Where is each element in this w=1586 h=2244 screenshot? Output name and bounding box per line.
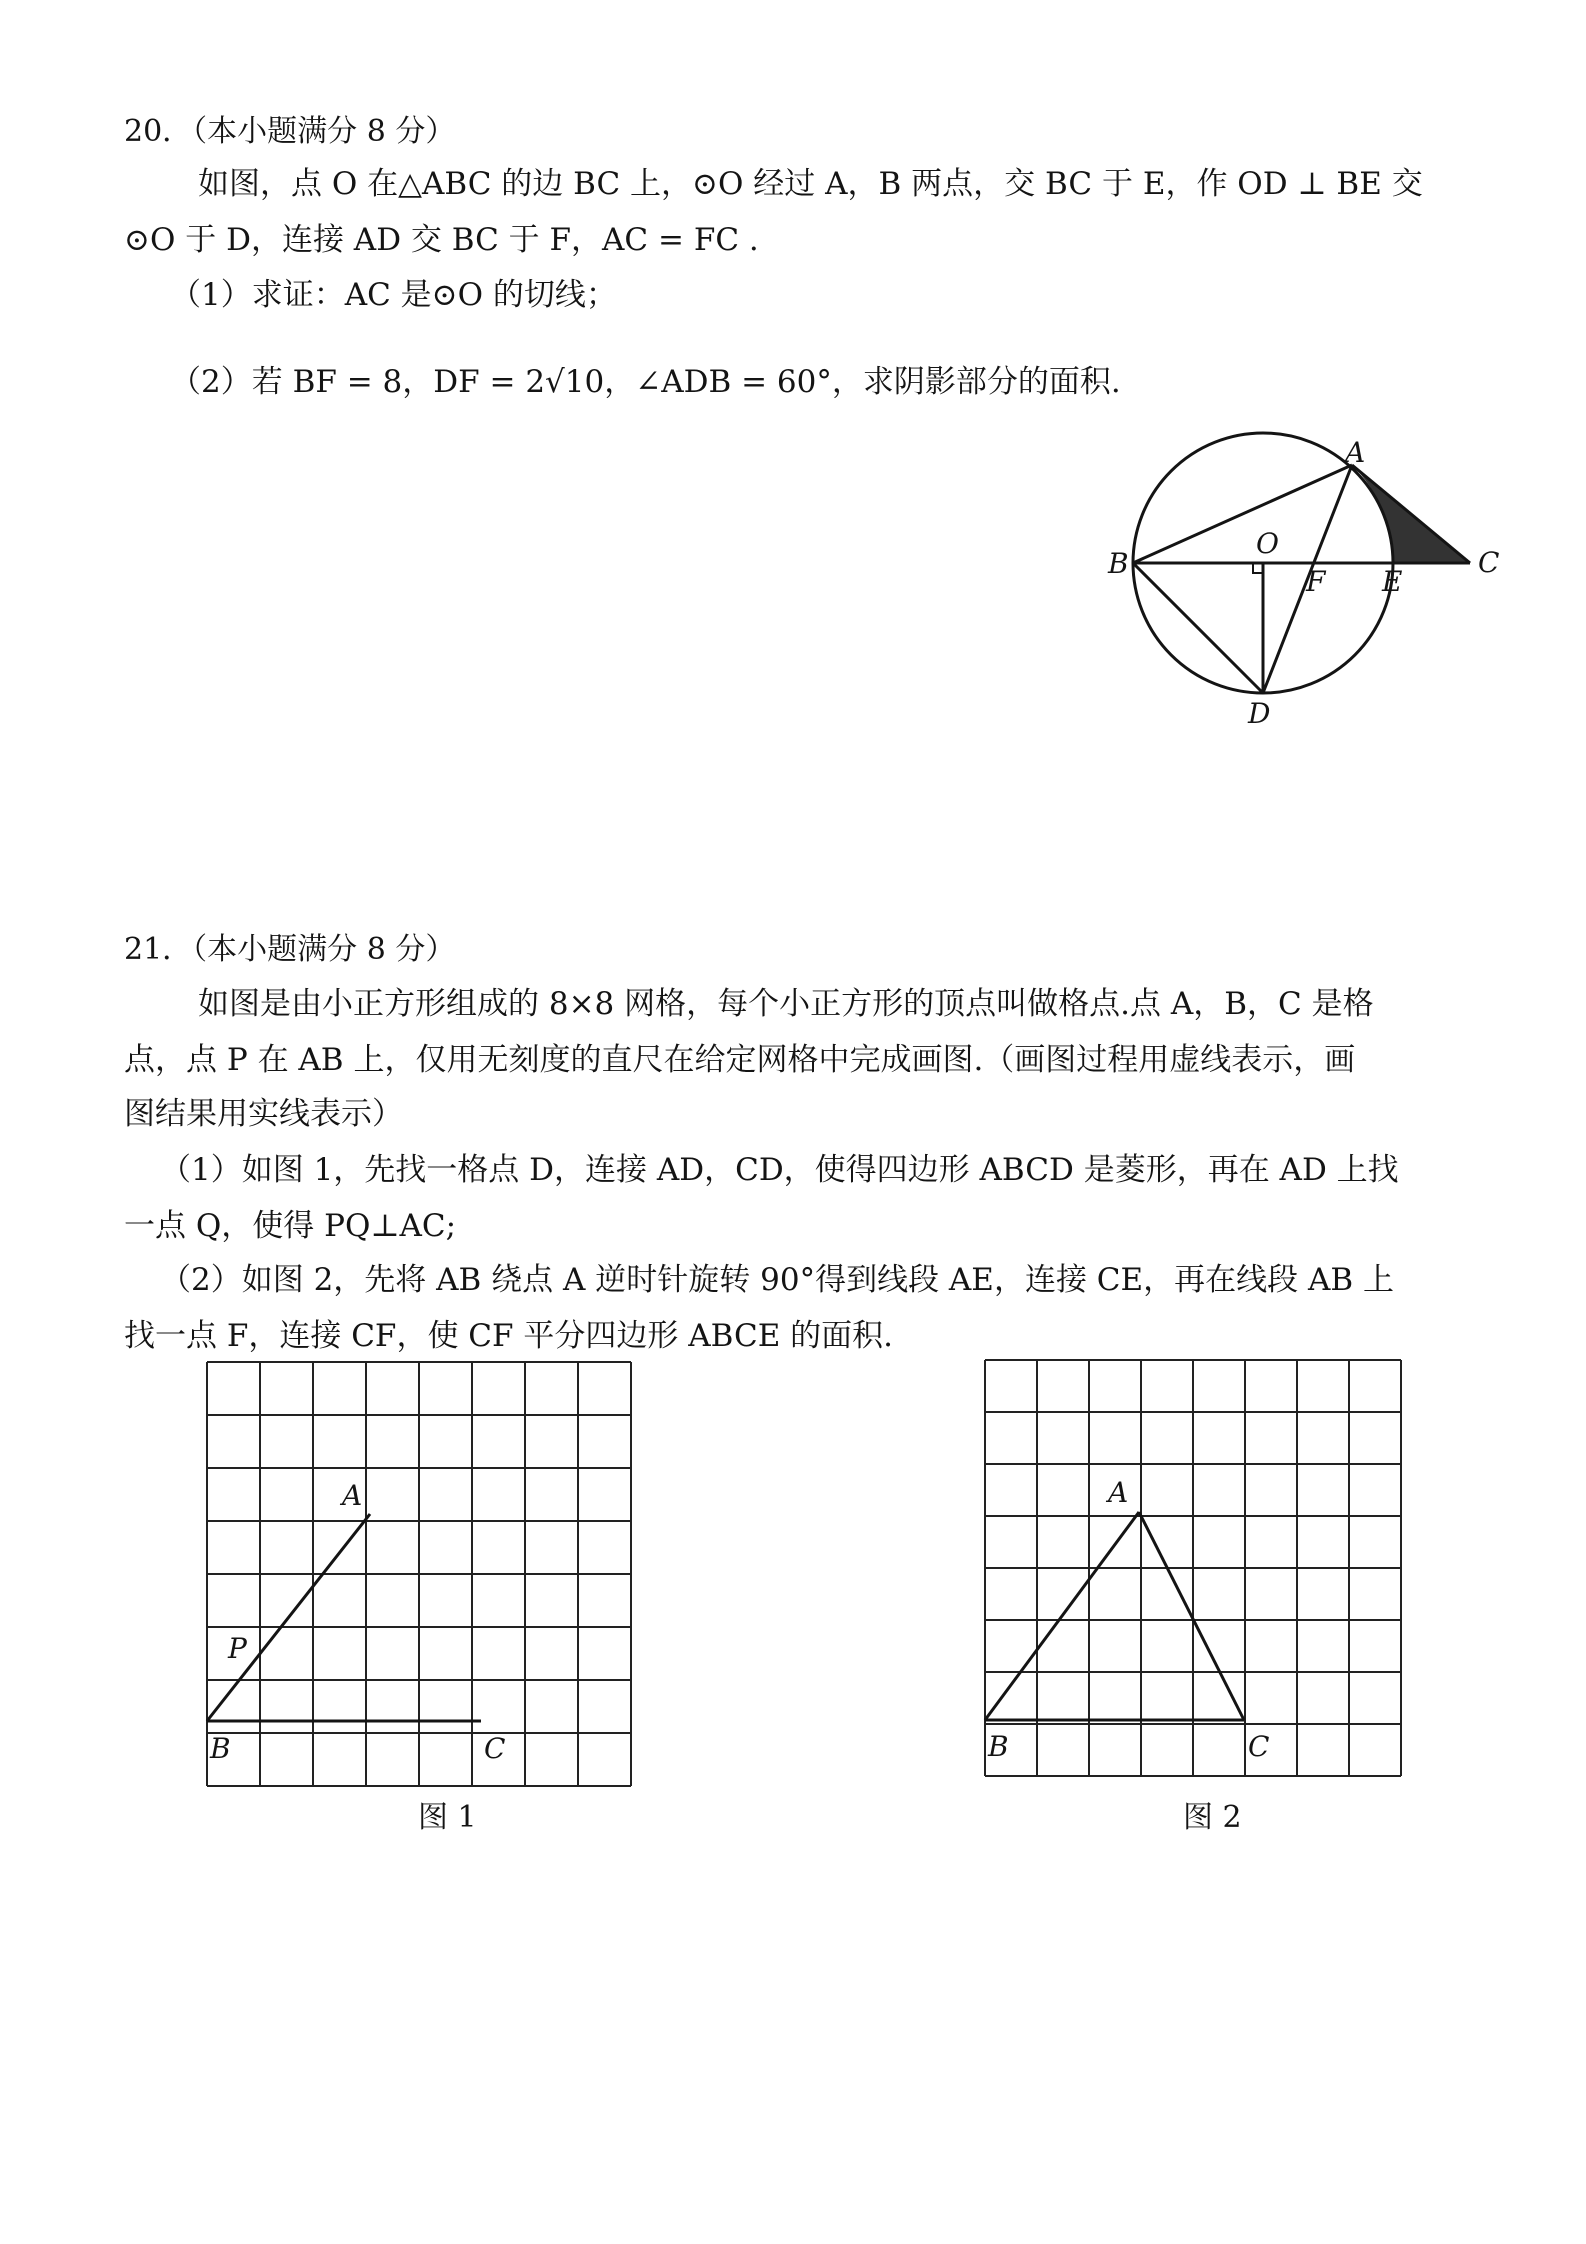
- q21-line-1: 如图是由小正方形组成的 8×8 网格，每个小正方形的顶点叫做格点.点 A，B，C 是格: [198, 986, 1374, 1022]
- label-d: D: [1248, 697, 1271, 730]
- q21-line-2: 点，点 P 在 AB 上，仅用无刻度的直尺在给定网格中完成画图.（画图过程用虚线表示，画: [124, 1042, 1356, 1078]
- fig2-caption: 图 2: [1183, 1800, 1242, 1835]
- q20-line-2: ⊙O 于 D，连接 AD 交 BC 于 F，AC = FC .: [124, 222, 759, 258]
- label-b: B: [1108, 547, 1129, 580]
- label-o: O: [1256, 527, 1279, 560]
- q21-part-1-line-2: 一点 Q，使得 PQ⊥AC;: [124, 1208, 457, 1244]
- q20-part-1: （1）求证：AC 是⊙O 的切线；: [170, 277, 617, 313]
- q21-part-2-line-2: 找一点 F，连接 CF，使 CF 平分四边形 ABCE 的面积.: [124, 1318, 894, 1354]
- fig1-label-b: B: [210, 1732, 231, 1765]
- label-c: C: [1478, 546, 1500, 579]
- fig2-label-c: C: [1248, 1730, 1270, 1763]
- fig2-label-a: A: [1108, 1476, 1129, 1509]
- q20-header: 20．（本小题满分 8 分）: [124, 114, 456, 149]
- q20-line-1: 如图，点 O 在△ABC 的边 BC 上，⊙O 经过 A，B 两点，交 BC 于 E，作 OD ⊥ BE 交: [198, 166, 1423, 202]
- q21-header: 21．（本小题满分 8 分）: [124, 932, 456, 967]
- fig1-label-a: A: [342, 1479, 363, 1512]
- q21-part-2-line-1: （2）如图 2，先将 AB 绕点 A 逆时针旋转 90°得到线段 AE，连接 CE，再在线段 AB 上: [160, 1262, 1395, 1298]
- q21-line-3: 图结果用实线表示）: [124, 1096, 403, 1132]
- fig2-segment-ab: [985, 1512, 1139, 1720]
- fig1-label-p: P: [228, 1632, 247, 1665]
- label-e: E: [1382, 565, 1403, 598]
- label-f: F: [1306, 565, 1326, 598]
- fig1-label-c: C: [484, 1732, 506, 1765]
- fig2-segment-ac: [1139, 1512, 1244, 1720]
- fig2-label-b: B: [988, 1730, 1009, 1763]
- label-a: A: [1345, 436, 1366, 469]
- q21-part-1-line-1: （1）如图 1，先找一格点 D，连接 AD，CD，使得四边形 ABCD 是菱形，再在 AD 上找: [160, 1152, 1399, 1188]
- q20-part-2: （2）若 BF = 8，DF = 2√10，∠ADB = 60°，求阴影部分的面积.: [170, 364, 1121, 400]
- fig1-caption: 图 1: [418, 1800, 477, 1835]
